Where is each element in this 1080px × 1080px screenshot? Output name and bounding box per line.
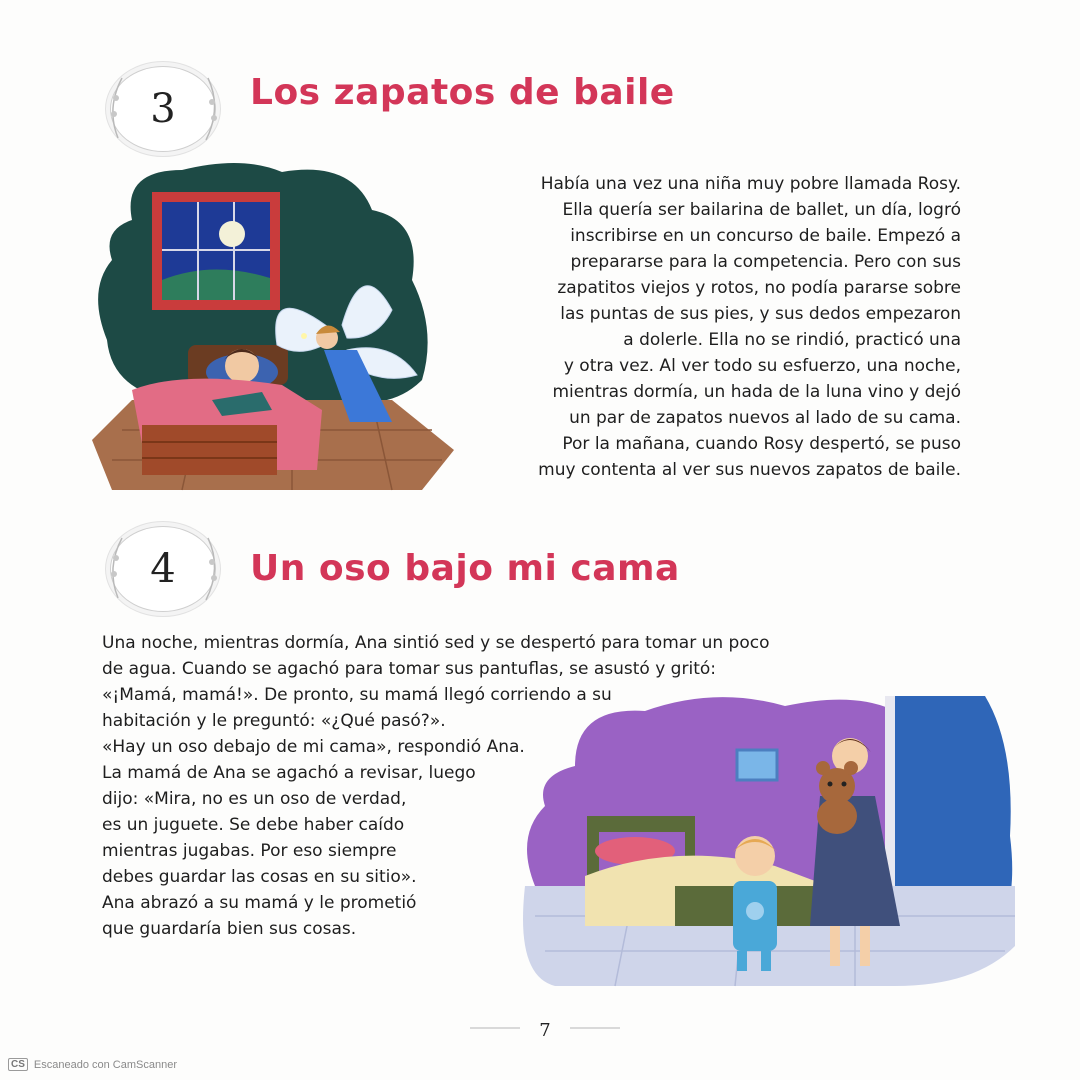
story-line: y otra vez. Al ver todo su esfuerzo, una noche, [563,356,961,376]
footer-ornament-right [570,1027,620,1029]
moon-icon [219,221,245,247]
story-body-4 [102,630,962,942]
story-line: Había una vez una niña muy pobre llamada Rosy. [540,174,961,194]
story-line: mientras jugabas. Por eso siempre [102,841,397,861]
illustration-fairy-bedroom [92,160,454,500]
story-line: a dolerle. Ella no se rindió, practicó una [623,330,961,350]
story-line: prepararse para la competencia. Pero con sus [570,252,961,272]
story-line: mientras dormía, un hada de la luna vino y dejó [552,382,961,402]
story-number-badge-4 [110,526,216,612]
footer-ornament-left [470,1027,520,1029]
scanner-watermark [8,1058,177,1071]
story-line: La mamá de Ana se agachó a revisar, luego [102,763,476,783]
window [152,192,280,310]
story-number-badge-3 [110,66,216,152]
story-line: que guardaría bien sus cosas. [102,919,357,939]
story-line: muy contenta al ver sus nuevos zapatos de baile. [538,460,961,480]
story-line: Por la mañana, cuando Rosy despertó, se puso [562,434,961,454]
story-title-4: Un oso bajo mi cama [250,548,680,589]
story-line: dijo: «Mira, no es un oso de verdad, [102,789,407,809]
story-line: es un juguete. Se debe haber caído [102,815,405,835]
story-line: «Hay un oso debajo de mi cama», respondió Ana. [102,737,525,757]
story-line: un par de zapatos nuevos al lado de su cama. [569,408,961,428]
story-number: 4 [150,546,176,592]
scanner-label: Escaneado con CamScanner [33,1058,177,1071]
story-line: Ana abrazó a su mamá y le prometió [102,893,417,913]
story-number: 3 [150,86,176,132]
story-body-3 [430,171,961,483]
story-line: debes guardar las cosas en su sitio». [102,867,417,887]
story-line: de agua. Cuando se agachó para tomar sus pantuflas, se asustó y gritó: [102,659,716,679]
camscanner-icon: CS [8,1058,28,1071]
story-line: Ella quería ser bailarina de ballet, un día, logró [562,200,961,220]
story-line: «¡Mamá, mamá!». De pronto, su mamá llegó corriendo a su [102,685,612,705]
story-line: inscribirse en un concurso de baile. Empezó a [570,226,961,246]
story-line: zapatitos viejos y rotos, no podía pararse sobre [557,278,961,298]
story-title-3: Los zapatos de baile [250,72,675,113]
story-line: las puntas de sus pies, y sus dedos empezaron [560,304,961,324]
page-number: 7 [539,1020,551,1041]
story-line: habitación y le preguntó: «¿Qué pasó?». [102,711,446,731]
story-line: Una noche, mientras dormía, Ana sintió sed y se despertó para tomar un poco [102,633,770,653]
